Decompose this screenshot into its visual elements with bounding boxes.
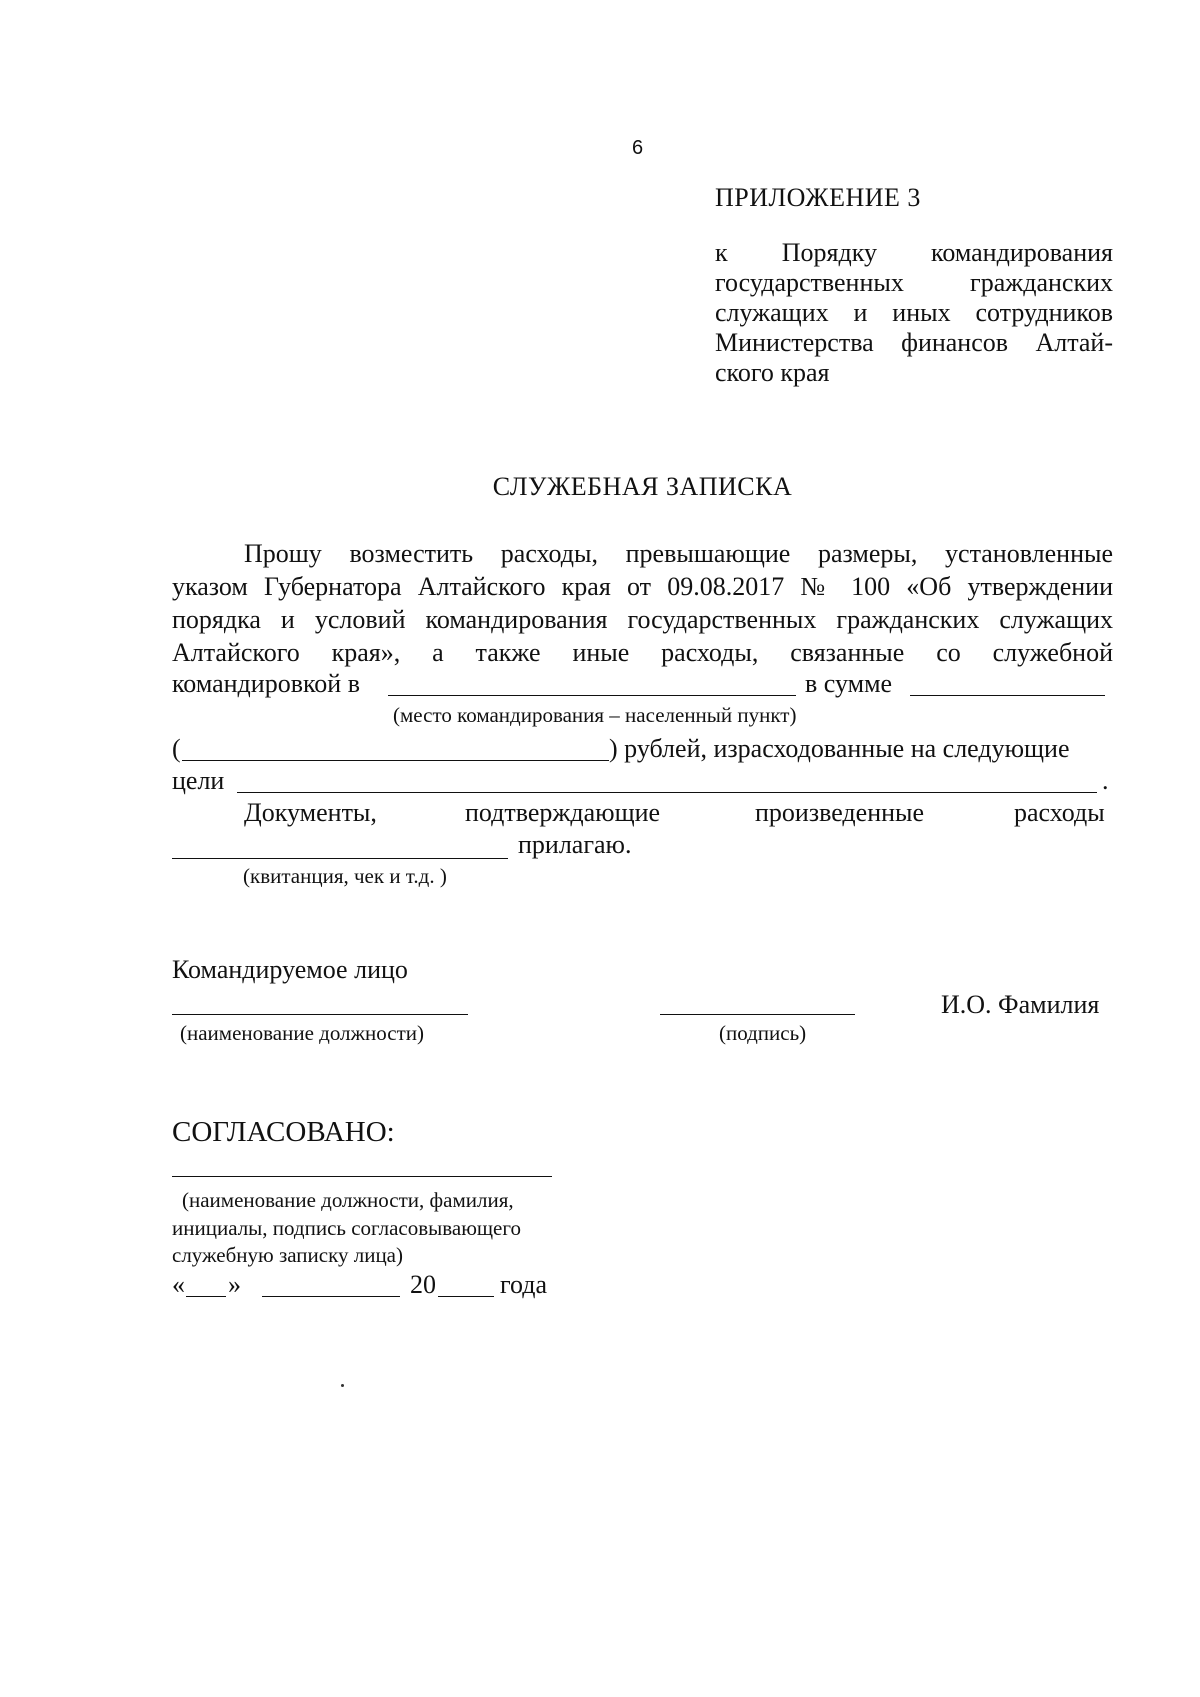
date-year-suffix: года xyxy=(500,1270,548,1299)
appendix-line: государственных гражданских xyxy=(715,268,1113,297)
purpose-dot: . xyxy=(1102,766,1109,795)
request-paragraph xyxy=(172,537,1113,669)
signature-hint: (подпись) xyxy=(719,1021,807,1045)
approval-hint-line: (наименование должности, фамилия, xyxy=(182,1188,514,1212)
position-hint: (наименование должности) xyxy=(180,1021,425,1045)
approval-title: СОГЛАСОВАНО: xyxy=(172,1116,395,1148)
appendix-line: Министерства финансов Алтай- xyxy=(715,328,1113,357)
purpose-label: цели xyxy=(172,766,225,795)
place-hint: (место командирования – населенный пункт) xyxy=(393,703,797,727)
scan-dot xyxy=(341,1384,344,1387)
amount-words-blank[interactable] xyxy=(182,760,609,761)
paragraph-line: Прошу возместить расходы, превышающие размеры, установленные xyxy=(244,539,1113,568)
date-day-blank[interactable] xyxy=(186,1296,226,1297)
attach-label: прилагаю. xyxy=(518,830,632,859)
page-number: 6 xyxy=(632,137,644,159)
signature-blank[interactable] xyxy=(660,1014,855,1015)
date-close-quote: » xyxy=(228,1270,241,1299)
paragraph-line: Алтайского края», а также иные расходы, связанные со служебной xyxy=(172,638,1113,667)
docs-word: расходы xyxy=(1014,798,1105,827)
person-name: И.О. Фамилия xyxy=(941,990,1100,1019)
docs-word: подтверждающие xyxy=(465,798,661,827)
purpose-blank[interactable] xyxy=(237,792,1097,793)
position-blank[interactable] xyxy=(172,1014,468,1015)
document-title: СЛУЖЕБНАЯ ЗАПИСКА xyxy=(492,472,793,501)
trip-prefix: командировкой в xyxy=(172,669,360,698)
paragraph-line: порядка и условий командирования государственных гражданских служащих xyxy=(172,605,1113,634)
appendix-title: ПРИЛОЖЕНИЕ 3 xyxy=(715,183,921,212)
sum-label: в сумме xyxy=(805,669,893,698)
appendix-line: служащих и иных сотрудников xyxy=(715,298,1113,327)
appendix-line: к Порядку командирования xyxy=(715,238,1113,267)
approval-hint-line: инициалы, подпись согласовывающего xyxy=(172,1216,521,1240)
rubles-text: ) рублей, израсходованные на следующие xyxy=(609,734,1070,763)
date-open-quote: « xyxy=(172,1270,185,1299)
docs-word: произведенные xyxy=(755,798,925,827)
approver-blank[interactable] xyxy=(172,1176,552,1177)
docs-word: Документы, xyxy=(244,798,377,827)
trip-place-blank[interactable] xyxy=(388,695,796,696)
date-year-prefix: 20 xyxy=(410,1270,436,1299)
docs-hint: (квитанция, чек и т.д. ) xyxy=(243,864,447,888)
appendix-line: ского края xyxy=(715,358,830,387)
paragraph-line: указом Губернатора Алтайского края от 09.08.2017 № 100 «Об утверждении xyxy=(172,572,1113,601)
date-month-blank[interactable] xyxy=(262,1296,400,1297)
amount-open-paren: ( xyxy=(172,734,181,763)
documents-blank[interactable] xyxy=(172,858,508,859)
person-label: Командируемое лицо xyxy=(172,955,408,984)
approval-hint-line: служебную записку лица) xyxy=(172,1243,403,1267)
date-year-blank[interactable] xyxy=(438,1296,494,1297)
appendix-reference xyxy=(715,238,1113,388)
sum-blank[interactable] xyxy=(910,695,1105,696)
